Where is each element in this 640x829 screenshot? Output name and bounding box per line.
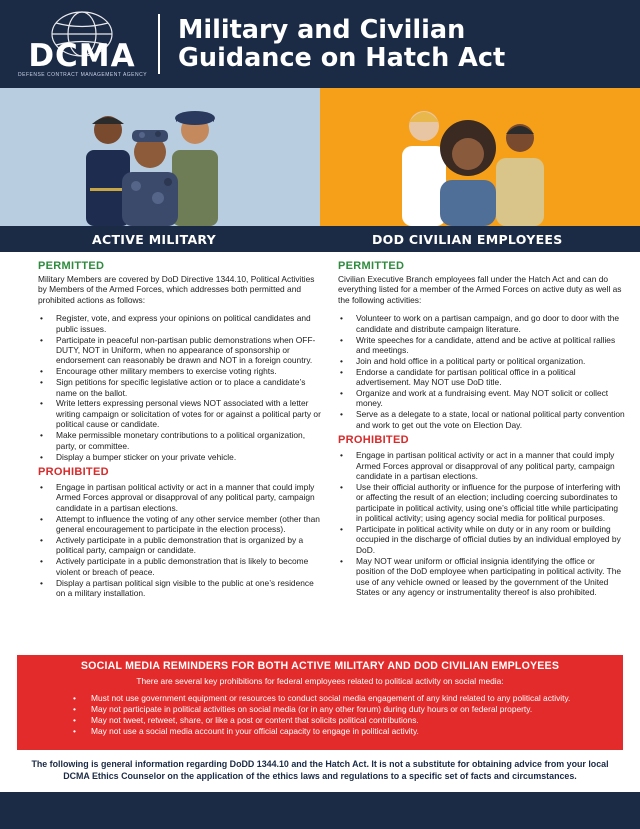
page-header: [0, 0, 640, 88]
page-title: [178, 16, 618, 72]
permitted-heading: PERMITTED: [338, 260, 405, 272]
list-item: • Participate in political activity while on duty or in any room or building occupied in the discharge of official duties by an individual employed by DoD.: [338, 524, 625, 555]
dod-civilian-column: [338, 260, 625, 601]
list-item: • Participate in peaceful non-partisan public demonstrations when OFF-DUTY, NOT in Uniform, when no appearance of sponsorship or endorsement can reasonably be drawn and NOT in a foreign country.: [38, 335, 325, 366]
prohibited-heading: PROHIBITED: [338, 434, 409, 447]
page-footer: [0, 792, 640, 829]
list-item: • May not participate in political activities on social media (or in any other forum) during duty hours or on federal property.: [65, 704, 605, 715]
military-illustration-panel: [0, 88, 320, 226]
logo-text: DCMA: [28, 38, 136, 74]
list-item: • Actively participate in a public demonstration that is likely to become violent or breach of peace.: [38, 556, 325, 577]
list-item: • Write speeches for a candidate, attend and be active at political rallies and meetings.: [338, 335, 625, 356]
prohibited-heading: PROHIBITED: [38, 465, 109, 478]
list-item: • Write letters expressing personal views NOT associated with a letter writing campaign or solicitation of votes for or against a political party or political cause or candidate.: [38, 398, 325, 429]
active-military-column: [38, 260, 325, 602]
list-item: • May not tweet, retweet, share, or like a post or content that solicits political contributions.: [65, 715, 605, 726]
list-item: • Engage in partisan political activity or act in a manner that could imply Armed Forces approval or disapproval of any political party, campaign candidate in a partisan elections.: [338, 450, 625, 481]
permitted-heading: PERMITTED: [38, 260, 105, 272]
list-item: • Sign petitions for specific legislative action or to place a candidate’s name on the ballot.: [38, 377, 325, 398]
disclaimer: The following is general information regarding DoDD 1344.10 and the Hatch Act. It is not a substitute for obtaining advice from your local DCMA Ethics Counselor on the application of the ethics laws and regulations to a specific set of facts and circumstances.: [31, 759, 609, 781]
list-item: • Join and hold office in a political party or political organization.: [338, 356, 625, 366]
list-item: • Make permissible monetary contributions to a political organization, party, or committee.: [38, 430, 325, 451]
dcma-logo: [18, 10, 146, 76]
list-item: • Use their official authority or influence for the purpose of interfering with or affecting the result of an election; including coercing subordinates to participate in political activity, using one’s official title while participating in political activity; using agency social media for political purposes.: [338, 482, 625, 524]
permitted-list: [338, 313, 625, 430]
social-media-title: SOCIAL MEDIA REMINDERS FOR BOTH ACTIVE MILITARY AND DOD CIVILIAN EMPLOYEES: [80, 660, 560, 672]
list-item: • Engage in partisan political activity or act in a manner that could imply Armed Forces approval or disapproval of any political party, campaign candidate in a partisan elections.: [38, 482, 325, 513]
list-item: • Display a bumper sticker on your private vehicle.: [38, 452, 325, 462]
list-item: • Volunteer to work on a partisan campaign, and go door to door with the candidate and distribute campaign literature.: [338, 313, 625, 334]
social-media-intro: There are several key prohibitions for federal employees related to political activity on social media:: [136, 676, 504, 686]
list-item: • Serve as a delegate to a state, local or national political party convention and work to get out the vote on Election Day.: [338, 409, 625, 430]
list-item: • Register, vote, and express your opinions on political candidates and public issues.: [38, 313, 325, 334]
civilian-employees-illustration: [320, 88, 640, 226]
list-item: • Must not use government equipment or resources to conduct social media engagement of any kind related to any political activity.: [65, 693, 605, 704]
list-item: • Encourage other military members to exercise voting rights.: [38, 366, 325, 376]
military-personnel-illustration: [0, 88, 320, 226]
civilian-illustration-panel: [320, 88, 640, 226]
title-line-1: Military and Civilian: [178, 15, 466, 45]
title-line-2: Guidance on Hatch Act: [178, 43, 506, 73]
list-item: • Display a partisan political sign visible to the public at one’s residence on a military installation.: [38, 578, 325, 599]
permitted-intro: Civilian Executive Branch employees fall under the Hatch Act and can do everything listed for a member of the Armed Forces on active duty as well as the following activities:: [338, 274, 622, 305]
list-item: • May NOT wear uniform or official insignia identifying the office or position of the DoD employee when participating in political activity. The use of any vehicle owned or leased by the government of the United States or any agency or instrumentality thereof is also prohibited.: [338, 556, 625, 598]
dod-civilian-label: DOD CIVILIAN EMPLOYEES: [372, 232, 563, 247]
permitted-list: [38, 313, 325, 462]
list-item: • Organize and work at a fundraising event. May NOT solicit or collect money.: [338, 388, 625, 409]
list-item: • Endorse a candidate for partisan political office in a political advertisement. May NOT use DoD title.: [338, 367, 625, 388]
prohibited-list: [38, 482, 325, 598]
list-item: • Actively participate in a public demonstration that is organized by a political party, campaign or candidate.: [38, 535, 325, 556]
illustration-band: [0, 88, 640, 226]
logo-subtitle: DEFENSE CONTRACT MANAGEMENT AGENCY: [18, 72, 148, 78]
section-banner: [0, 226, 640, 252]
social-media-reminders: [17, 655, 623, 750]
list-item: • Attempt to influence the voting of any other service member (other than general encouragement to participate in the election process).: [38, 514, 325, 535]
social-media-list: [65, 693, 605, 737]
permitted-intro: Military Members are covered by DoD Directive 1344.10, Political Activities by Members of the Armed Forces, which addresses both permitted and prohibited actions as follows:: [38, 274, 315, 305]
header-divider: [158, 14, 160, 74]
active-military-label: ACTIVE MILITARY: [92, 232, 217, 247]
list-item: • May not use a social media account in your official capacity to engage in political activity.: [65, 726, 605, 737]
prohibited-list: [338, 450, 625, 597]
